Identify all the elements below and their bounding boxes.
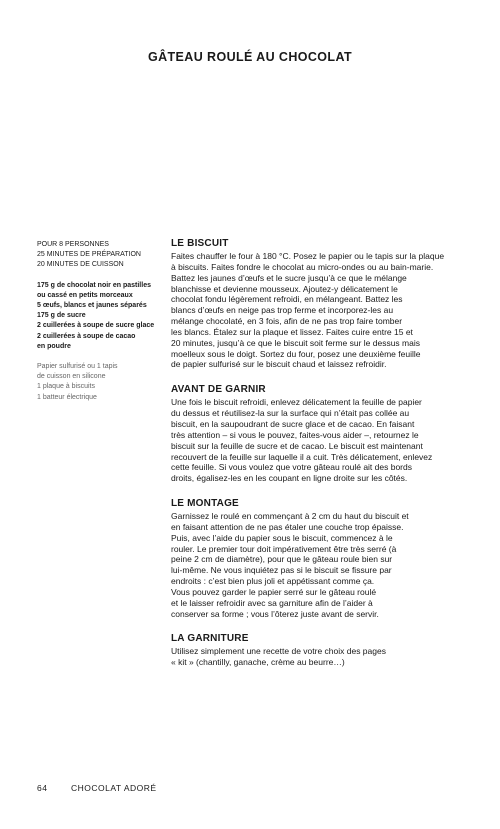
body-line: biscuit, en la saupoudrant de sucre glace et de cacao. En faisant [171, 418, 415, 429]
body-line: Une fois le biscuit refroidi, enlevez délicatement la feuille de papier [171, 397, 422, 408]
body-line: endroits : c’est bien plus joli et appétissant comme ça. [171, 576, 375, 587]
ingredient-line: ou cassé en petits morceaux [37, 291, 133, 299]
body-line: et le laisser refroidir avec sa garniture afin de l’aider à [171, 597, 373, 608]
equipment-list [37, 362, 165, 403]
recipe-meta [37, 240, 165, 271]
body-line: blanchisse et devienne mousseux. Ajoutez-y délicatement le [171, 283, 398, 294]
body-line: biscuit sur la feuille de sucre et de cacao. Le biscuit est maintenant [171, 440, 423, 451]
body-line: en faisant attention de ne pas étaler une couche trop épaisse. [171, 521, 404, 532]
ingredient-line: 2 cuillerées à soupe de sucre glace [37, 322, 155, 330]
body-line: lui-même. Ne vous inquiétez pas si le biscuit se fissure par [171, 565, 392, 576]
prep-time: 25 MINUTES DE PRÉPARATION [37, 251, 141, 259]
body-line: très attention – si vous le pouvez, faites-vous aider –, retournez le [171, 429, 419, 440]
recipe-title: GÂTEAU ROULÉ AU CHOCOLAT [147, 50, 353, 64]
section-body [171, 511, 471, 619]
body-line: du dessus et réutilisez-la sur la surface qui n’était pas collée au [171, 408, 410, 419]
equipment-line: Papier sulfurisé ou 1 tapis [37, 363, 118, 371]
body-line: peine 2 cm de diamètre), pour que le gâteau roule bien sur [171, 554, 393, 565]
body-line: recouvert de la feuille sur laquelle il a cuit. Très délicatement, enlevez [171, 451, 433, 462]
ingredient-list [37, 281, 165, 352]
body-line: moelleux sous le doigt. Sortez du four, posez une deuxième feuille [171, 348, 421, 359]
section-avant-de-garnir [171, 384, 471, 484]
cook-time: 20 MINUTES DE CUISSON [37, 261, 124, 269]
section-body [171, 646, 471, 668]
page-footer [37, 783, 157, 793]
body-line: Faites chauffer le four à 180 °C. Posez le papier ou le tapis sur la plaque [171, 251, 445, 261]
body-line: 20 minutes, jusqu’à ce que le biscuit soit ferme sur le dessus mais [171, 337, 420, 348]
ingredient-line: 5 œufs, blancs et jaunes séparés [37, 302, 147, 310]
body-line: blancs d’œufs en neige pas trop ferme et incorporez-les au [171, 305, 394, 316]
book-title: CHOCOLAT ADORÉ [71, 783, 157, 793]
body-line: de papier sulfurisé sur le biscuit chaud et laissez refroidir. [171, 359, 387, 370]
section-body [171, 397, 471, 484]
body-line: cette feuille. Si vous voulez que votre gâteau roulé ait des bords [171, 462, 412, 473]
section-heading: LE BISCUIT [171, 238, 229, 249]
body-line: rouler. Le premier tour doit impérativement être très serré (à [171, 543, 397, 554]
body-line: « kit » (chantilly, ganache, crème au beurre…) [171, 657, 345, 668]
body-line: mélange chocolaté, en 3 fois, afin de ne pas trop faire tomber [171, 316, 403, 327]
body-line: à biscuits. Faites fondre le chocolat au micro-ondes ou au bain-marie. [171, 261, 434, 272]
section-body [171, 251, 471, 370]
section-biscuit [171, 238, 471, 370]
body-line: conserver sa forme ; vous l’ôterez juste avant de servir. [171, 608, 379, 619]
recipe-steps [171, 238, 471, 682]
ingredient-line: en poudre [37, 342, 71, 350]
ingredient-line: 175 g de sucre [37, 312, 86, 320]
ingredient-line: 175 g de chocolat noir en pastilles [37, 281, 151, 289]
page-number: 64 [37, 783, 48, 793]
body-line: Vous pouvez garder le papier serré sur le gâteau roulé [171, 586, 377, 597]
equipment-line: de cuisson en silicone [37, 373, 106, 381]
servings: POUR 8 PERSONNES [37, 241, 109, 248]
body-line: droits, égalisez-les en les coupant en ligne droite sur les côtés. [171, 473, 408, 484]
equipment-line: 1 plaque à biscuits [37, 383, 95, 391]
equipment-line: 1 batteur électrique [37, 393, 97, 401]
body-line: Garnissez le roulé en commençant à 2 cm du haut du biscuit et [171, 511, 409, 522]
body-line: Battez les jaunes d’œufs et le sucre jusqu’à ce que le mélange [171, 272, 407, 283]
body-line: Puis, avec l’aide du papier sous le biscuit, commencez à le [171, 532, 393, 543]
body-line: Utilisez simplement une recette de votre choix des pages [171, 646, 386, 657]
body-line: chocolat fondu légèrement refroidi, en mélangeant. Battez les [171, 294, 403, 305]
section-montage [171, 498, 471, 619]
section-garniture [171, 633, 471, 668]
ingredient-line: 2 cuillerées à soupe de cacao [37, 332, 136, 340]
section-heading: AVANT DE GARNIR [171, 384, 266, 396]
recipe-sidebar [37, 240, 165, 403]
section-heading: LE MONTAGE [171, 498, 239, 510]
body-line: les blancs. Étalez sur la plaque et lissez. Faites cuire entre 15 et [171, 326, 413, 337]
section-heading: LA GARNITURE [171, 633, 249, 645]
